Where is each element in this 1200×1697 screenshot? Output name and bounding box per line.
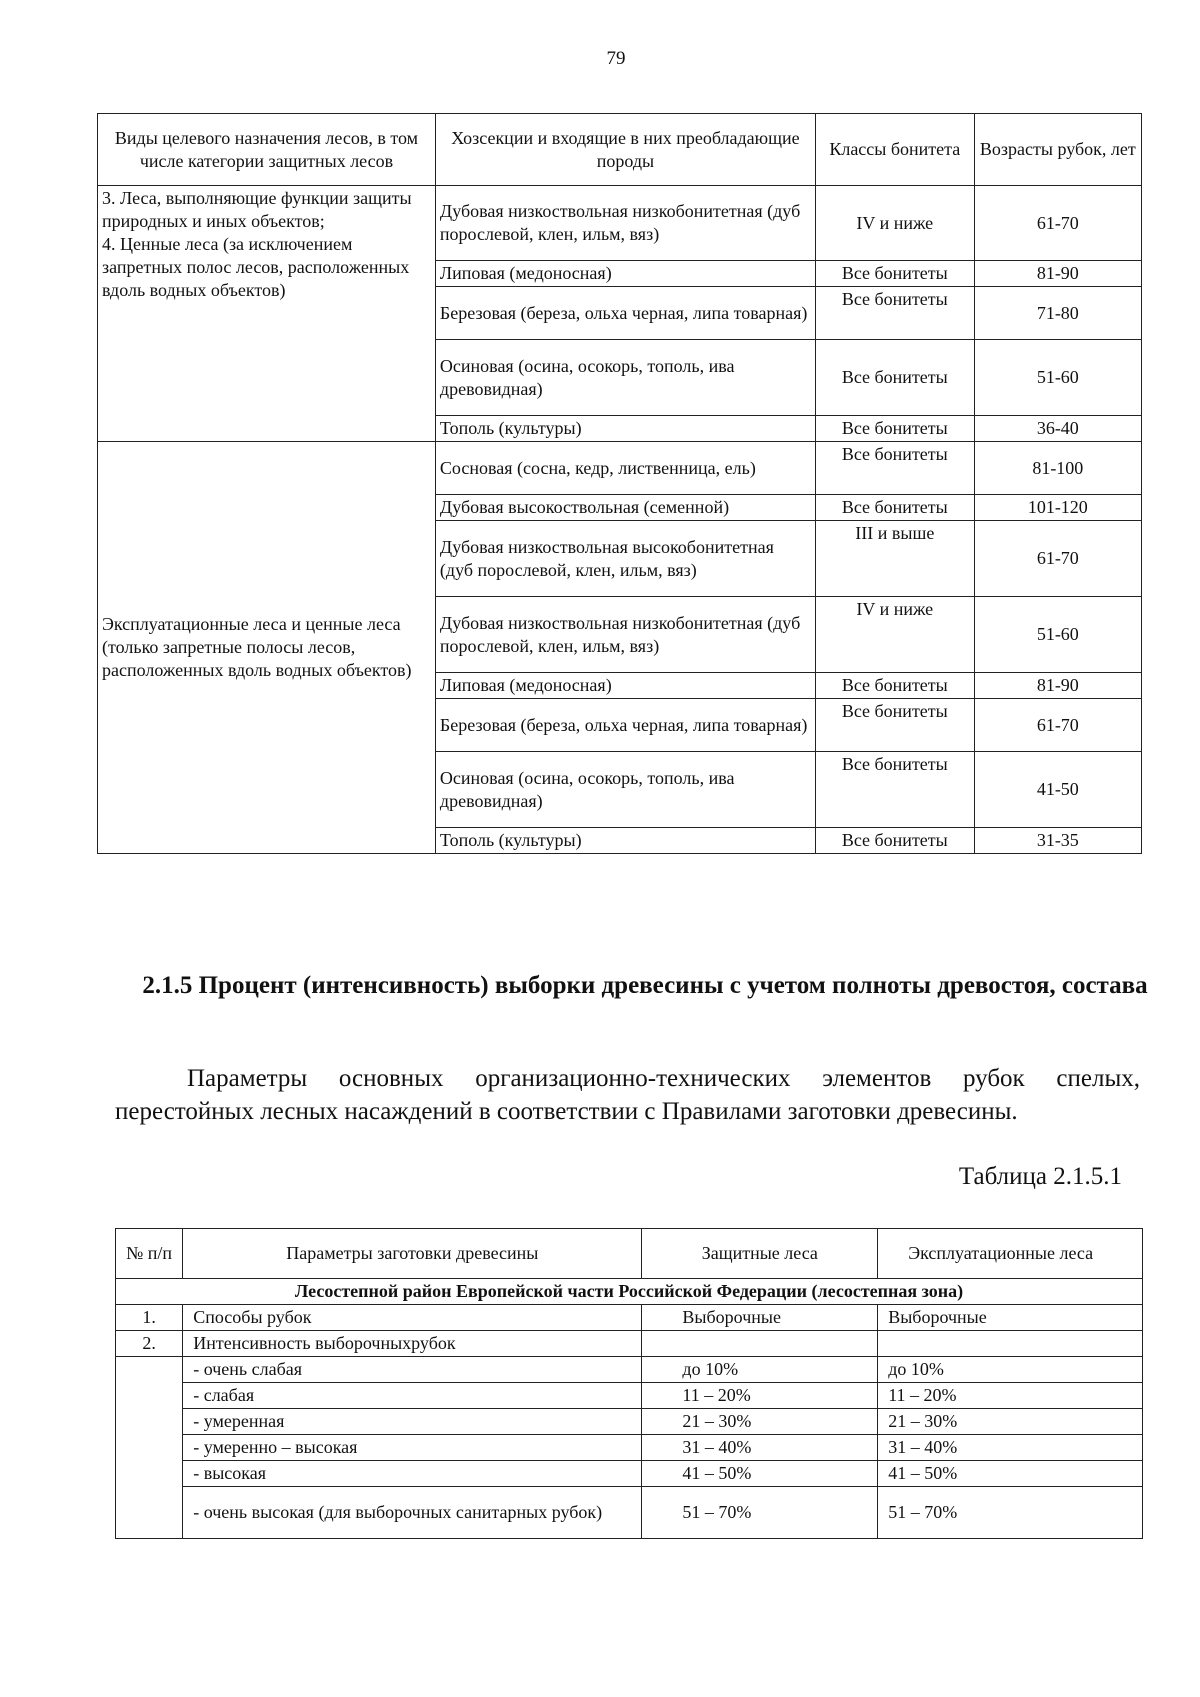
table-row: Дубовая низкоствольная высокобонитетная (дуб порослевой, клен, ильм, вяз) III и выше 61-70	[98, 521, 1142, 597]
table-row: 1. Способы рубок Выборочные Выборочные	[116, 1305, 1143, 1331]
table-caption: Таблица 2.1.5.1	[958, 1163, 1122, 1190]
header-forest-purpose: Виды целевого назначения лесов, в том числе категории защитных лесов	[98, 114, 436, 186]
table-row: Дубовая высокоствольная (семенной) Все бонитеты 101-120	[98, 495, 1142, 521]
zone-section-title: Лесостепной район Европейской части Российской Федерации (лесостепная зона)	[116, 1279, 1143, 1305]
header-site-class: Классы бонитета	[815, 114, 974, 186]
table-row: 2. Интенсивность выборочныхрубок	[116, 1331, 1143, 1357]
body-paragraph: Параметры основных организационно-технических элементов рубок спелых, перестойных лесных насаждений в соответствии с Правилами заготовки древесины.	[115, 1065, 1140, 1125]
table-row: Березовая (береза, ольха черная, липа товарная) Все бонитеты 71-80	[98, 287, 1142, 340]
table-row: 3. Леса, выполняющие функции защиты природных и иных объектов; 4. Ценные леса (за исключением запретных полос лесов, расположенных вдоль водных объектов) Дубовая низкоствольная низкобонитетная (дуб порослевой, клен, ильм, вяз) IV и ниже 61-70	[98, 186, 1142, 261]
table-row: - высокая 41 – 50% 41 – 50%	[116, 1461, 1143, 1487]
section-heading: 2.1.5 Процент (интенсивность) выборки древесины с учетом полноты древостоя, состава	[142, 972, 1148, 999]
header-number: № п/п	[116, 1229, 183, 1279]
cutting-age-table	[97, 113, 1142, 854]
header-parameters: Параметры заготовки древесины	[183, 1229, 642, 1279]
forest-purpose-group-2: Эксплуатационные леса и ценные леса (только запретные полосы лесов, расположенных вдоль водных объектов)	[98, 442, 436, 854]
table-row: - очень слабая до 10% до 10%	[116, 1357, 1143, 1383]
table-row: - слабая 11 – 20% 11 – 20%	[116, 1383, 1143, 1409]
logging-parameters-table	[115, 1228, 1143, 1539]
table-row: Эксплуатационные леса и ценные леса (только запретные полосы лесов, расположенных вдоль водных объектов) Сосновая (сосна, кедр, лиственница, ель) Все бонитеты 81-100	[98, 442, 1142, 495]
table-row: Липовая (медоносная) Все бонитеты 81-90	[98, 261, 1142, 287]
table-row: Березовая (береза, ольха черная, липа товарная) Все бонитеты 61-70	[98, 699, 1142, 752]
section-row	[116, 1279, 1143, 1305]
table-row: - умеренная 21 – 30% 21 – 30%	[116, 1409, 1143, 1435]
table-row: - умеренно – высокая 31 – 40% 31 – 40%	[116, 1435, 1143, 1461]
table-row: Липовая (медоносная) Все бонитеты 81-90	[98, 673, 1142, 699]
table-row: Дубовая низкоствольная низкобонитетная (дуб порослевой, клен, ильм, вяз) IV и ниже 51-60	[98, 597, 1142, 673]
table-row: Тополь (культуры) Все бонитеты 31-35	[98, 828, 1142, 854]
header-economic-section: Хозсекции и входящие в них преобладающие породы	[435, 114, 815, 186]
empty-number-cell	[116, 1357, 183, 1539]
header-operational-forests: Эксплуатационные леса	[878, 1229, 1143, 1279]
table-row: Тополь (культуры) Все бонитеты 36-40	[98, 416, 1142, 442]
header-protective-forests: Защитные леса	[642, 1229, 878, 1279]
table-row: Осиновая (осина, осокорь, тополь, ива древовидная) Все бонитеты 51-60	[98, 340, 1142, 416]
table-row: Осиновая (осина, осокорь, тополь, ива древовидная) Все бонитеты 41-50	[98, 752, 1142, 828]
header-cutting-age: Возрасты рубок, лет	[974, 114, 1141, 186]
forest-purpose-group-1: 3. Леса, выполняющие функции защиты природных и иных объектов; 4. Ценные леса (за исключением запретных полос лесов, расположенных вдоль водных объектов)	[98, 186, 436, 442]
table-row: - очень высокая (для выборочных санитарных рубок) 51 – 70% 51 – 70%	[116, 1487, 1143, 1539]
page-number: 79	[606, 48, 626, 69]
